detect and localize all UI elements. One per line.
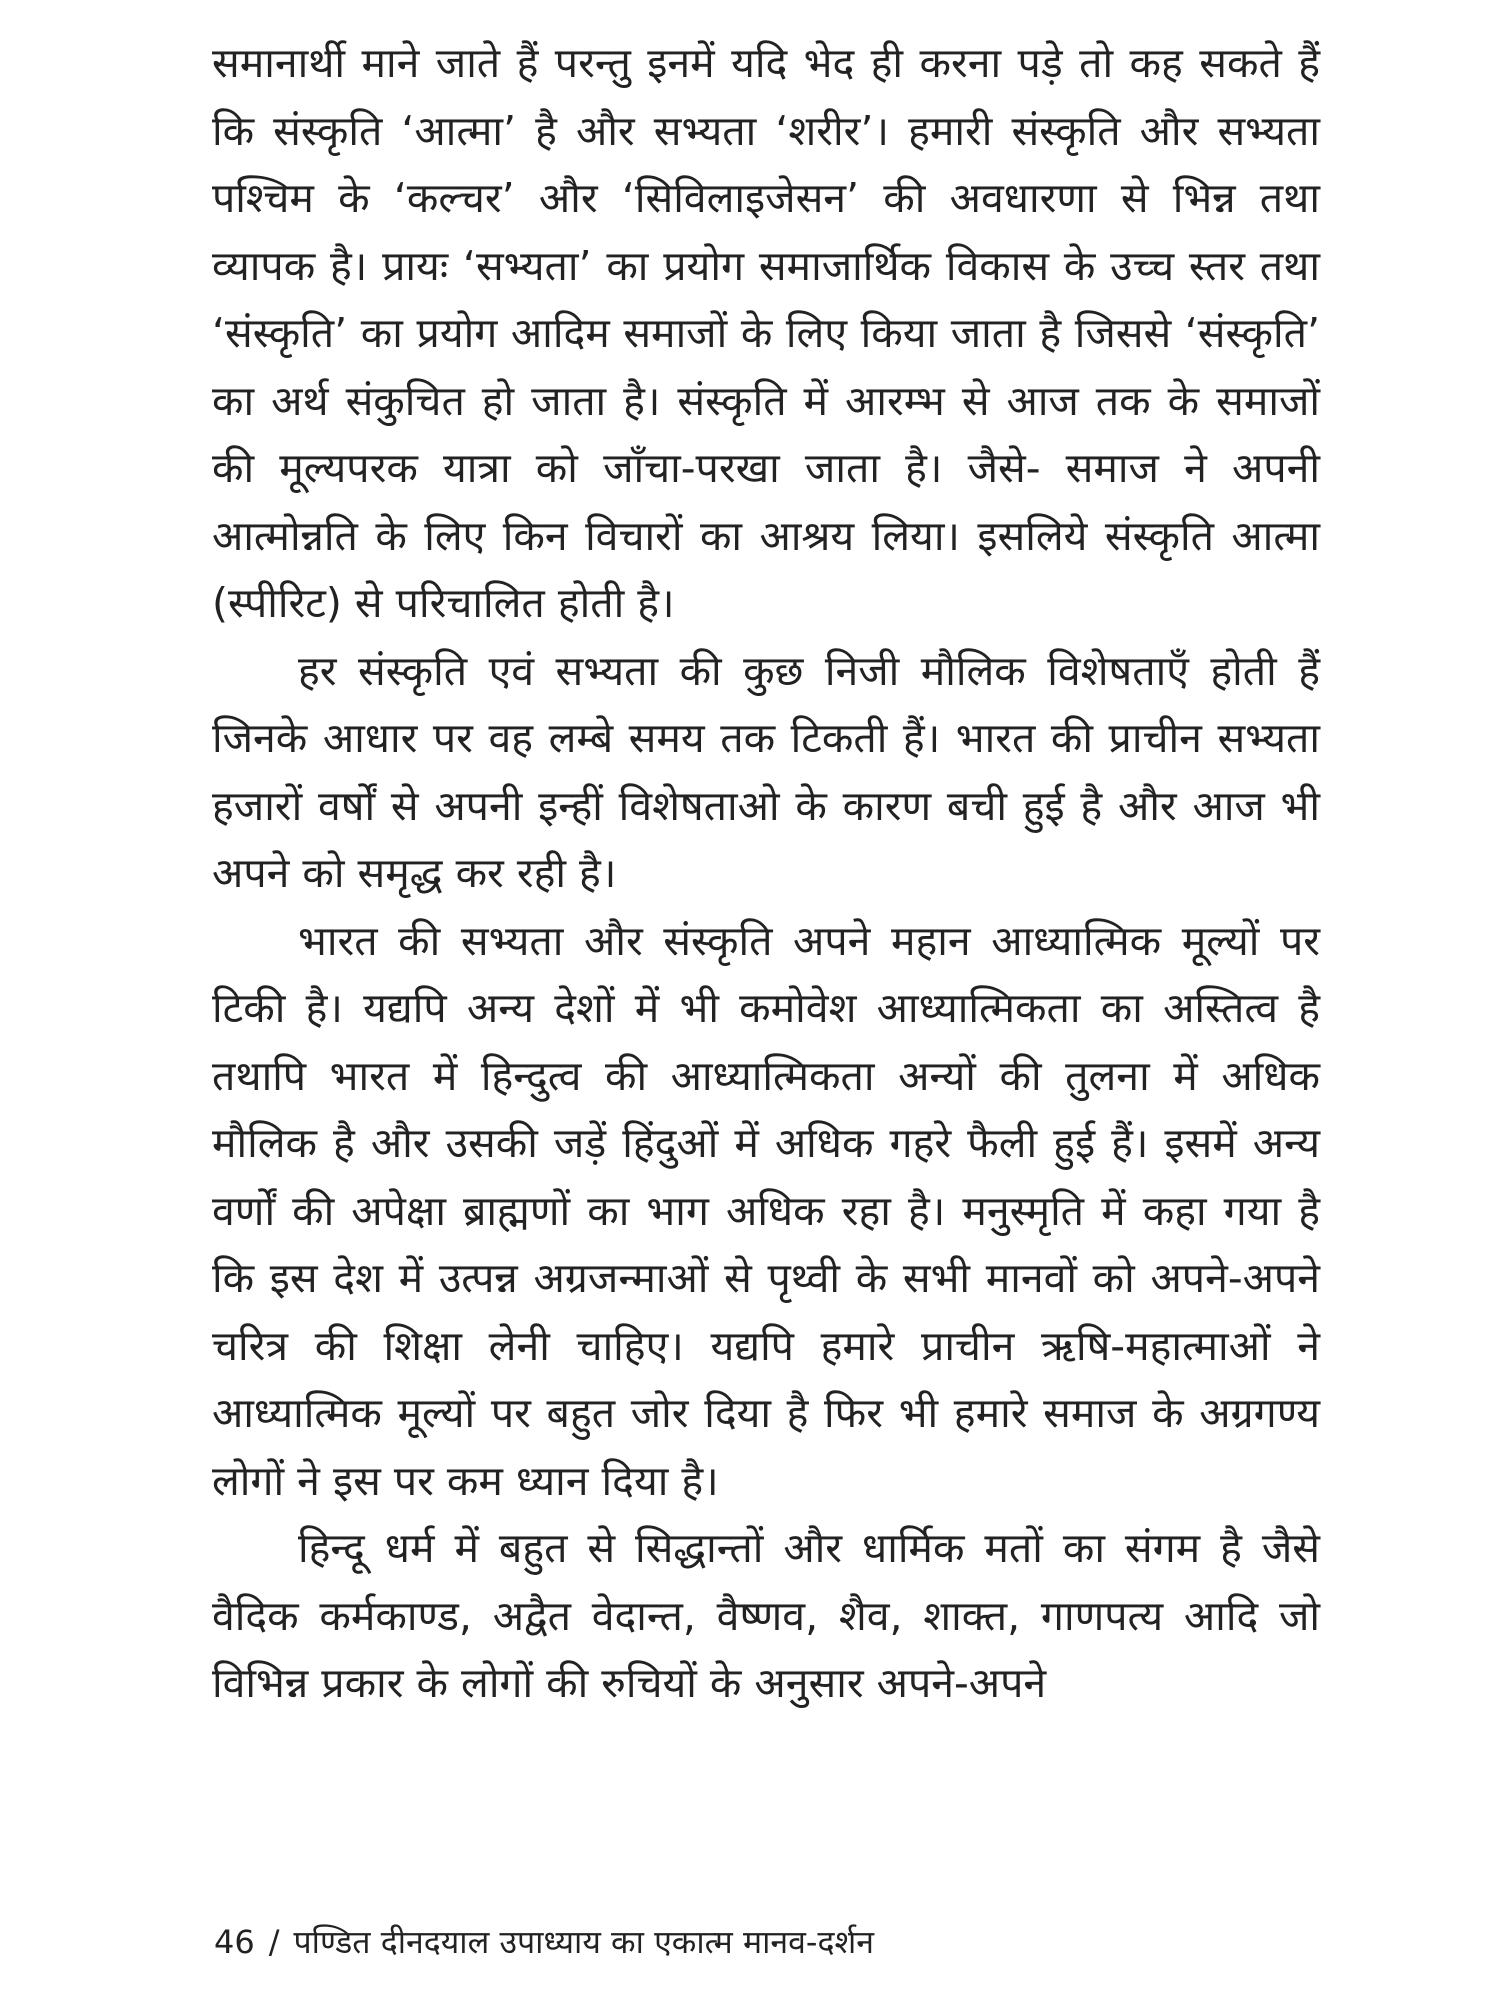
paragraph-characteristics: हर संस्कृति एवं सभ्यता की कुछ निजी मौलिक विशेषताएँ होती हैं जिनके आधार पर वह लम्बे समय तक टिकती हैं। भारत की प्राचीन सभ्यता हजारों वर्षों से अपनी इन्हीं विशेषताओ के कारण बची हुई है और आज भी अपने को समृद्ध कर रही है।	[212, 646, 1320, 897]
footer-separator: /	[268, 1923, 280, 1961]
running-title: पण्डित दीनदयाल उपाध्याय का एकात्म मानव-दर्शन	[293, 1923, 874, 1961]
paragraph-hindu-dharma: हिन्दू धर्म में बहुत से सिद्धान्तों और धार्मिक मतों का संगम है जैसे वैदिक कर्मकाण्ड, अद्वैत वेदान्त, वैष्णव, शैव, शाक्त, गाणपत्य आदि जो विभिन्न प्रकार के लोगों की रुचियों के अनुसार अपने-अपने	[212, 1524, 1320, 1707]
body-text	[212, 30, 1320, 1718]
page-number: 46	[214, 1923, 255, 1961]
paragraph-spiritual-values: भारत की सभ्यता और संस्कृति अपने महान आध्यात्मिक मूल्यों पर टिकी है। यद्यपि अन्य देशों में भी कमोवेश आध्यात्मिकता का अस्तित्व है तथापि भारत में हिन्दुत्व की आध्यात्मिकता अन्यों की तुलना में अधिक मौलिक है और उसकी जड़ें हिंदुओं में अधिक गहरे फैली हुई हैं। इसमें अन्य वर्णों की अपेक्षा ब्राह्मणों का भाग अधिक रहा है। मनुस्मृति में कहा गया है कि इस देश में उत्पन्न अग्रजन्माओं से पृथ्वी के सभी मानवों को अपने-अपने चरित्र की शिक्षा लेनी चाहिए। यद्यपि हमारे प्राचीन ऋषि-महात्माओं ने आध्यात्मिक मूल्यों पर बहुत जोर दिया है फिर भी हमारे समाज के अग्रगण्य लोगों ने इस पर कम ध्यान दिया है।	[212, 916, 1321, 1505]
page-footer	[214, 1920, 874, 1964]
paragraph-culture-civilization: समानार्थी माने जाते हैं परन्तु इनमें यदि भेद ही करना पड़े तो कह सकते हैं कि संस्कृति ‘आत्मा’ है और सभ्यता ‘शरीर’। हमारी संस्कृति और सभ्यता पश्चिम के ‘कल्चर’ और ‘सिविलाइजेसन’ की अवधारणा से भिन्न तथा व्यापक है। प्रायः ‘सभ्यता’ का प्रयोग समाजार्थिक विकास के उच्च स्तर तथा ‘संस्कृति’ का प्रयोग आदिम समाजों के लिए किया जाता है जिससे ‘संस्कृति’ का अर्थ संकुचित हो जाता है। संस्कृति में आरम्भ से आज तक के समाजों की मूल्यपरक यात्रा को जाँचा-परखा जाता है। जैसे- समाज ने अपनी आत्मोन्नति के लिए किन विचारों का आश्रय लिया। इसलिये संस्कृति आत्मा (स्पीरिट) से परिचालित होती है।	[212, 39, 1320, 627]
